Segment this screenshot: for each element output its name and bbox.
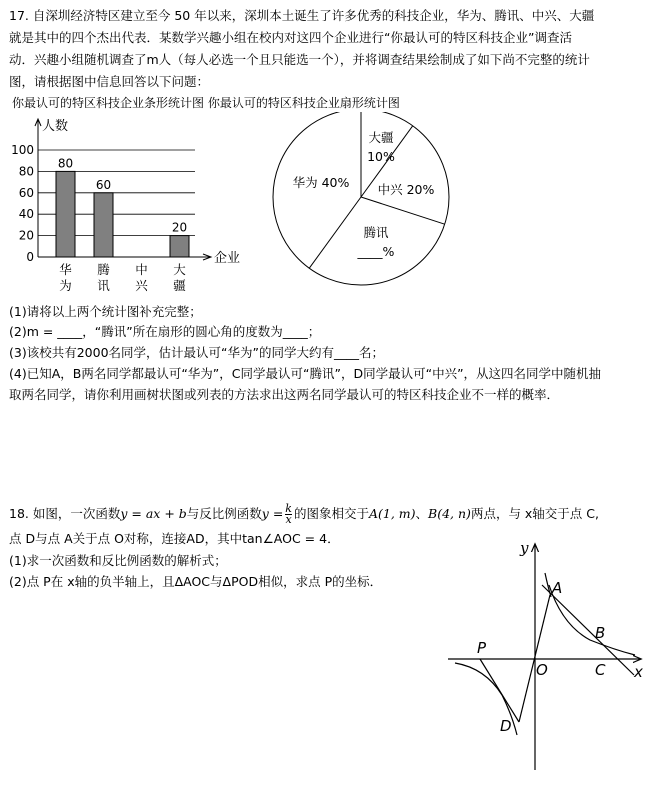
bar-chart	[0, 112, 260, 297]
label-y: y	[520, 539, 529, 557]
q17-line-1: 17. 自深圳经济特区建立至今 50 年以来，深圳本土诞生了许多优秀的科技企业，华为、腾讯、中兴、大疆	[9, 8, 595, 23]
fraction-numerator: k	[285, 502, 292, 515]
segment-pd	[480, 659, 519, 722]
q18-line-3: (1)求一次函数和反比例函数的解析式；	[9, 553, 227, 568]
point-b-coords: B(4, n)	[428, 506, 471, 521]
bar-ytick-label: 80	[18, 164, 34, 179]
bar-ytick-label: 20	[18, 228, 34, 243]
pie-label-大疆: 大疆	[368, 130, 394, 145]
pie-value-腾讯: ____%	[357, 244, 395, 259]
q18-intro-3: 的图象相交于	[293, 506, 369, 521]
q17-line-3: 动．兴趣小组随机调查了m人（每人必选一个且只能选一个），并将调查结果绘制成了如下尚不完整的统计	[9, 52, 590, 67]
q18-line-2: 点 D与点 A关于点 O对称，连接AD，其中tan∠AOC = 4．	[9, 531, 340, 546]
bar-ytick-label: 60	[18, 185, 34, 200]
bar-category-label: 华	[59, 262, 72, 277]
bar-xlabel: 企业	[214, 251, 241, 266]
q17-question-3: (3)该校共有2000名同学，估计最认可“华为”的同学大约有____名；	[9, 345, 384, 360]
pie-label-中兴: 中兴 20%	[377, 182, 435, 197]
bar-value-label: 80	[57, 156, 74, 171]
q18-intro-4: 两点，与 x轴交于点 C,	[470, 506, 599, 521]
bar-category-label: 腾	[97, 262, 110, 277]
label-d: D	[500, 717, 512, 735]
bar-ytick-label: 100	[11, 143, 34, 157]
bar-ytick-label: 0	[26, 250, 34, 264]
bar-ytick-label: 40	[18, 207, 34, 222]
q17-question-2: (2)m = ____，“腾讯”所在扇形的圆心角的度数为____；	[9, 324, 321, 339]
bar-category-label: 大	[173, 262, 186, 277]
inverse-function-fraction	[285, 504, 292, 525]
bar-大疆	[170, 236, 189, 257]
line-ab	[542, 585, 634, 675]
bar-华为	[56, 171, 75, 257]
pie-chart	[270, 112, 470, 292]
pie-label-华为: 华为 40%	[292, 175, 350, 190]
label-o: O	[536, 661, 548, 679]
label-c: C	[595, 661, 606, 679]
inverse-function-lhs: y =	[261, 506, 284, 521]
bar-腾讯	[94, 193, 113, 257]
bar-category-label: 兴	[135, 278, 148, 293]
label-p: P	[477, 639, 487, 657]
q17-question-4: (4)已知A，B两名同学都最认可“华为”，C同学最认可“腾讯”，D同学最认可“中兴”，从这四名同学中随机抽	[9, 366, 602, 381]
bar-category-label: 中	[135, 262, 148, 277]
bar-category-label: 为	[59, 278, 72, 293]
q18-intro-2: 与反比例函数	[186, 506, 262, 521]
q17-line-2: 就是其中的四个杰出代表．某数学兴趣小组在校内对这四个企业进行“你最认可的特区科技企业”调查活	[9, 30, 572, 45]
pie-label-腾讯: 腾讯	[363, 225, 389, 240]
separator: 、	[415, 506, 429, 521]
figure-titles: 你最认可的特区科技企业条形统计图 你最认可的特区科技企业扇形统计图	[12, 96, 400, 110]
pie-value-大疆: 10%	[367, 149, 395, 164]
bar-category-label: 讯	[97, 278, 110, 293]
bar-value-label: 20	[171, 220, 188, 235]
bar-ylabel: 人数	[42, 119, 69, 134]
q18-line-4: (2)点 P在 x轴的负半轴上，且ΔAOC与ΔPOD相似，求点 P的坐标．	[9, 574, 383, 589]
bar-category-label: 疆	[173, 278, 186, 293]
linear-function: y = ax + b	[120, 506, 187, 521]
bar-value-label: 60	[95, 177, 112, 192]
label-b: B	[595, 624, 606, 642]
q17-line-4: 图，请根据图中信息回答以下问题：	[9, 74, 210, 89]
q18-intro: 18. 如图，一次函数	[9, 506, 121, 521]
q18-line-1	[9, 504, 599, 525]
function-graph	[440, 535, 655, 775]
fraction-denominator: x	[285, 513, 292, 526]
label-x: x	[634, 663, 643, 681]
label-a: A	[552, 579, 563, 597]
point-a-coords: A(1, m)	[368, 506, 416, 521]
q17-question-4-cont: 取两名同学，请你利用画树状图或列表的方法求出这两名同学最认可的特区科技企业不一样的概率．	[9, 387, 560, 402]
q17-question-1: (1)请将以上两个统计图补充完整；	[9, 304, 202, 319]
